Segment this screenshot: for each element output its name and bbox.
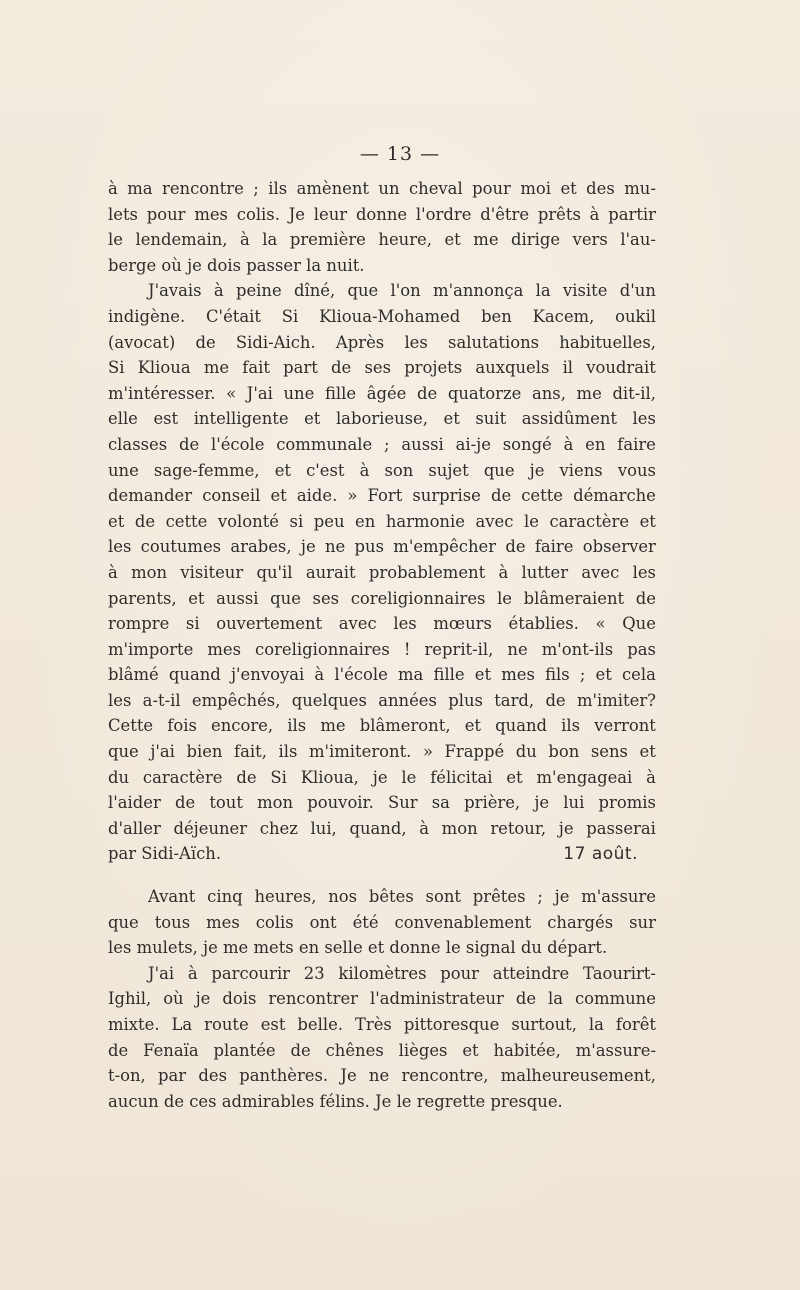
text-line: du caractère de Si Klioua, je le félicitai et m'engageai à [108,767,656,787]
text-line: berge où je dois passer la nuit. [108,255,365,275]
text-line: à ma rencontre ; ils amènent un cheval pour moi et des mu- [108,179,656,198]
text-line: (avocat) de Sidi-Aich. Après les salutations habituelles, [108,332,656,352]
text-line: indigène. C'était Si Klioua-Mohamed ben Kacem, oukil [108,306,656,326]
text-line: à mon visiteur qu'il aurait probablement à lutter avec les [108,562,656,582]
text-line: Si Klioua me fait part de ses projets auxquels il voudrait [108,358,656,378]
text-line: les coutumes arabes, je ne pus m'empêcher de faire observer [108,537,656,557]
text-line: J'avais à peine dîné, que l'on m'annonça la visite d'un [148,281,656,301]
text-line: et de cette volonté si peu en harmonie avec le caractère et [108,511,656,531]
text-line: parents, et aussi que ses coreligionnaires le blâmeraient de [108,588,656,608]
text-line: blâmé quand j'envoyai à l'école ma fille et mes fils ; et cela [108,665,656,685]
paragraph [108,884,656,961]
text-line: mixte. La route est belle. Très pittoresque surtout, la forêt [108,1014,656,1034]
section-date-heading: 17 août. [563,844,638,864]
page-number: — 13 — [359,143,441,165]
text-line: d'aller déjeuner chez lui, quand, à mon retour, je passerai [108,818,656,838]
text-line: lets pour mes colis. Je leur donne l'ordre d'être prêts à partir [108,204,656,224]
text-line: elle est intelligente et laborieuse, et suit assidûment les [108,409,656,429]
text-line: Avant cinq heures, nos bêtes sont prêtes ; je m'assure [148,887,656,906]
paragraph [108,176,656,278]
text-line: aucun de ces admirables félins. Je le regrette presque. [108,1091,563,1111]
text-line: demander conseil et aide. » Fort surprise de cette démarche [108,486,656,506]
text-line: une sage-femme, et c'est à son sujet que je viens vous [108,460,656,480]
text-line: m'intéresser. « J'ai une fille âgée de quatorze ans, me dit-il, [108,383,656,403]
text-line: Cette fois encore, ils me blâmeront, et quand ils verront [108,716,656,736]
text-line: les a-t-il empêchés, quelques années plus tard, de m'imiter? [108,690,656,710]
text-line: que j'ai bien fait, ils m'imiteront. » Frappé du bon sens et [108,742,656,762]
text-line: Ighil, où je dois rencontrer l'administrateur de la commune [108,989,656,1009]
text-line: de Fenaïa plantée de chênes lièges et habitée, m'assure- [108,1040,656,1060]
text-line: que tous mes colis ont été convenablement chargés sur [108,912,656,932]
text-line: J'ai à parcourir 23 kilomètres pour atteindre Taourirt- [148,963,656,983]
text-line: le lendemain, à la première heure, et me dirige vers l'au- [108,230,656,250]
text-line: l'aider de tout mon pouvoir. Sur sa prière, je lui promis [108,793,656,813]
text-line: t-on, par des panthères. Je ne rencontre, malheureusement, [108,1066,656,1086]
paragraph [108,961,656,1115]
body-text-before-date [108,176,656,867]
text-line: classes de l'école communale ; aussi ai-je songé à en faire [108,434,656,454]
paragraph [108,278,656,867]
text-line: par Sidi-Aïch. [108,844,222,864]
text-line: rompre si ouvertement avec les mœurs établies. « Que [108,614,656,634]
text-line: m'importe mes coreligionnaires ! reprit-il, ne m'ont-ils pas [108,639,656,659]
body-text-after-date [108,884,656,1114]
text-line: les mulets, je me mets en selle et donne le signal du départ. [108,938,608,958]
